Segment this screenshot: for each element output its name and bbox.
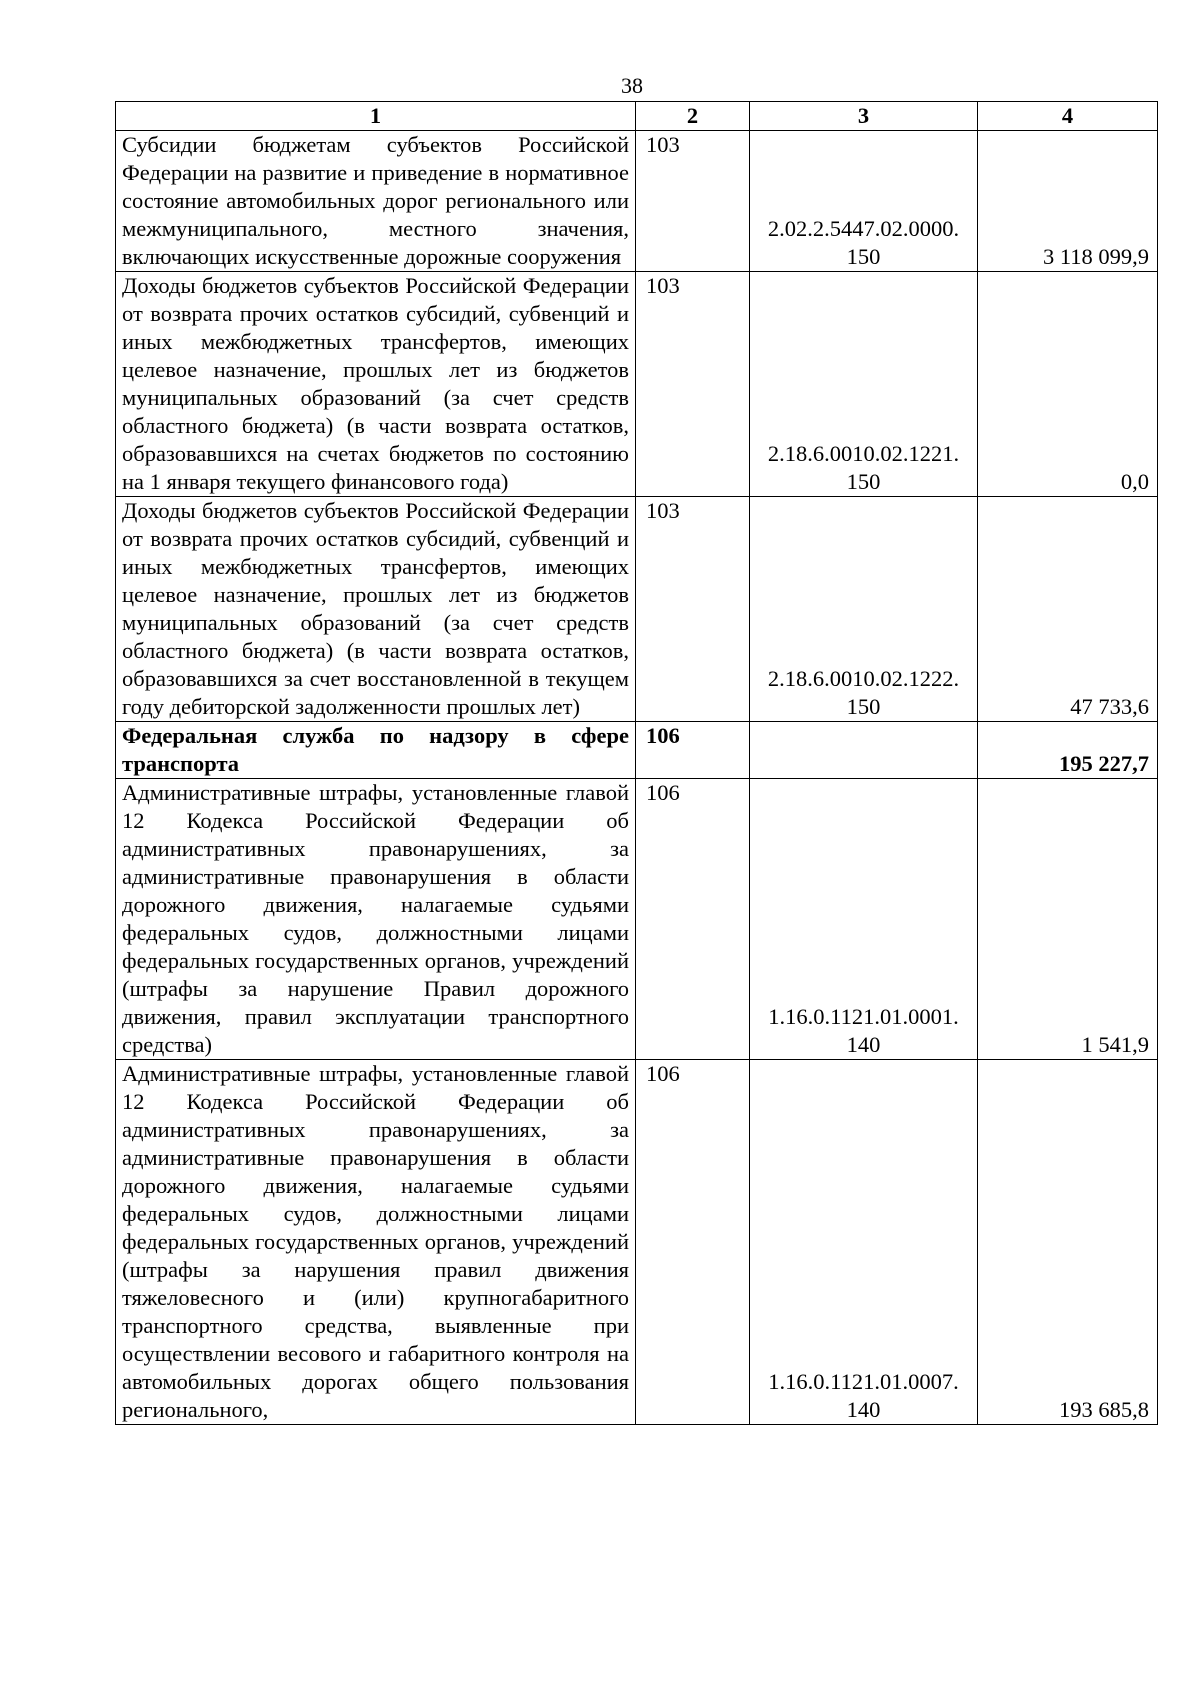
budget-table xyxy=(115,101,1158,1425)
table-row-section xyxy=(116,722,1158,779)
header-col-3: 3 xyxy=(750,102,978,131)
header-col-2: 2 xyxy=(636,102,750,131)
row-code: 106 xyxy=(636,722,750,779)
row-kbk xyxy=(750,722,978,779)
header-col-1: 1 xyxy=(116,102,636,131)
row-name: Федеральная служба по надзору в сфере транспорта xyxy=(116,722,636,779)
table-header-row xyxy=(116,102,1158,131)
table-row xyxy=(116,1060,1158,1425)
row-code: 106 xyxy=(636,1060,750,1425)
row-code: 106 xyxy=(636,779,750,1060)
row-amount: 3 118 099,9 xyxy=(978,131,1158,272)
header-col-4: 4 xyxy=(978,102,1158,131)
row-name: Доходы бюджетов субъектов Российской Федерации от возврата прочих остатков субсидий, субвенций и иных межбюджетных трансфертов, имеющих целевое назначение, прошлых лет из бюджетов муниципальных образований (за счет средств областного бюджета) (в части возврата остатков, образовавшихся на счетах бюджетов по состоянию на 1 января текущего финансового года) xyxy=(116,272,636,497)
page-number: 38 xyxy=(621,73,643,98)
table-row xyxy=(116,497,1158,722)
row-amount: 195 227,7 xyxy=(978,722,1158,779)
row-amount: 1 541,9 xyxy=(978,779,1158,1060)
row-amount: 0,0 xyxy=(978,272,1158,497)
row-name: Субсидии бюджетам субъектов Российской Федерации на развитие и приведение в нормативное состояние автомобильных дорог регионального или межмуниципального, местного значения, включающих искусственные дорожные сооружения xyxy=(116,131,636,272)
row-code: 103 xyxy=(636,131,750,272)
row-name: Административные штрафы, установленные главой 12 Кодекса Российской Федерации об административных правонарушениях, за административные правонарушения в области дорожного движения, налагаемые судьями федеральных судов, должностными лицами федеральных государственных органов, учреждений (штрафы за нарушения правил движения тяжеловесного и (или) крупногабаритного транспортного средства, выявленные при осуществлении весового и габаритного контроля на автомобильных дорогах общего пользования регионального, xyxy=(116,1060,636,1425)
table-row xyxy=(116,131,1158,272)
row-kbk: 2.18.6.0010.02.1221. 150 xyxy=(750,272,978,497)
row-name: Доходы бюджетов субъектов Российской Федерации от возврата прочих остатков субсидий, субвенций и иных межбюджетных трансфертов, имеющих целевое назначение, прошлых лет из бюджетов муниципальных образований (за счет средств областного бюджета) (в части возврата остатков, образовавшихся за счет восстановленной в текущем году дебиторской задолженности прошлых лет) xyxy=(116,497,636,722)
row-code: 103 xyxy=(636,272,750,497)
row-name: Административные штрафы, установленные главой 12 Кодекса Российской Федерации об административных правонарушениях, за административные правонарушения в области дорожного движения, налагаемые судьями федеральных судов, должностными лицами федеральных государственных органов, учреждений (штрафы за нарушение Правил дорожного движения, правил эксплуатации транспортного средства) xyxy=(116,779,636,1060)
row-kbk: 2.02.2.5447.02.0000. 150 xyxy=(750,131,978,272)
row-amount: 193 685,8 xyxy=(978,1060,1158,1425)
row-kbk: 2.18.6.0010.02.1222. 150 xyxy=(750,497,978,722)
row-amount: 47 733,6 xyxy=(978,497,1158,722)
row-code: 103 xyxy=(636,497,750,722)
row-kbk: 1.16.0.1121.01.0007. 140 xyxy=(750,1060,978,1425)
row-kbk: 1.16.0.1121.01.0001. 140 xyxy=(750,779,978,1060)
table-row xyxy=(116,272,1158,497)
table-row xyxy=(116,779,1158,1060)
